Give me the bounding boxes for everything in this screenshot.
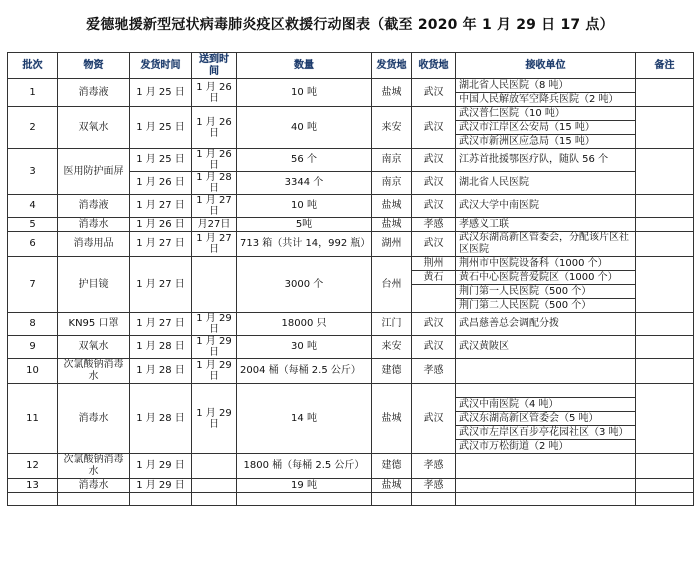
cell-qty: 3344 个 (237, 172, 372, 195)
cell-arrive (192, 479, 237, 493)
cell-from: 盐城 (372, 79, 412, 107)
cell-ship: 1 月 28 日 (130, 336, 192, 359)
cell-ship: 1 月 29 日 (130, 479, 192, 493)
cell-recipient: 荆门第一人民医院（500 个） (456, 285, 636, 299)
cell-to: 武汉 (412, 313, 456, 336)
cell-ship: 1 月 25 日 (130, 79, 192, 107)
cell-to: 武汉 (412, 195, 456, 218)
cell-ship: 1 月 26 日 (130, 218, 192, 232)
cell-to: 武汉 (412, 107, 456, 149)
cell-arrive: 1 月 28 日 (192, 172, 237, 195)
cell-batch: 12 (8, 454, 58, 479)
cell-recipient: 荆州市中医院设备科（1000 个） (456, 257, 636, 271)
cell-arrive: 1 月 29 日 (192, 359, 237, 384)
cell-to: 武汉 (412, 79, 456, 107)
cell-ship: 1 月 27 日 (130, 313, 192, 336)
cell-to: 荆州 (412, 257, 456, 271)
cell-ship: 1 月 28 日 (130, 384, 192, 454)
cell-batch: 5 (8, 218, 58, 232)
header-item: 物资 (58, 53, 130, 79)
cell-from: 来安 (372, 107, 412, 149)
cell-empty (412, 493, 456, 506)
cell-from: 盐城 (372, 195, 412, 218)
cell-recipient: 荆门第二人民医院（500 个） (456, 299, 636, 313)
table-row (8, 257, 694, 271)
table-row (8, 107, 694, 121)
cell-recipient: 武汉市新洲区应急局（15 吨） (456, 135, 636, 149)
cell-empty (8, 493, 58, 506)
cell-recipient: 武汉东湖高新区管委会，分配该片区社区医院 (456, 232, 636, 257)
cell-qty: 2004 桶（每桶 2.5 公斤） (237, 359, 372, 384)
cell-from: 盐城 (372, 479, 412, 493)
cell-arrive: 1 月 29 日 (192, 384, 237, 454)
cell-qty: 40 吨 (237, 107, 372, 149)
cell-batch: 7 (8, 257, 58, 313)
cell-item: 消毒水 (58, 384, 130, 454)
cell-empty (372, 493, 412, 506)
cell-from: 建德 (372, 454, 412, 479)
header-batch: 批次 (8, 53, 58, 79)
cell-batch: 8 (8, 313, 58, 336)
cell-remark (636, 107, 694, 149)
cell-from: 江门 (372, 313, 412, 336)
cell-qty: 30 吨 (237, 336, 372, 359)
cell-recipient: 中国人民解放军空降兵医院（2 吨） (456, 93, 636, 107)
cell-remark (636, 218, 694, 232)
cell-batch: 6 (8, 232, 58, 257)
cell-arrive (192, 454, 237, 479)
cell-batch: 3 (8, 149, 58, 195)
cell-recipient: 武汉市左岸区百步亭花园社区（3 吨） (456, 426, 636, 440)
table-row (8, 384, 694, 398)
cell-batch: 10 (8, 359, 58, 384)
cell-qty: 3000 个 (237, 257, 372, 313)
cell-from: 来安 (372, 336, 412, 359)
cell-empty (636, 493, 694, 506)
cell-ship: 1 月 25 日 (130, 149, 192, 172)
table-row (8, 79, 694, 93)
header-quantity: 数量 (237, 53, 372, 79)
cell-item: 消毒液 (58, 79, 130, 107)
cell-recipient: 武汉黄陂区 (456, 336, 636, 359)
cell-ship: 1 月 25 日 (130, 107, 192, 149)
cell-remark (636, 384, 694, 454)
cell-item: 次氯酸钠消毒水 (58, 359, 130, 384)
cell-to: 孝感 (412, 454, 456, 479)
cell-item: KN95 口罩 (58, 313, 130, 336)
cell-arrive: 1 月 26 日 (192, 79, 237, 107)
cell-qty: 10 吨 (237, 195, 372, 218)
header-row (8, 53, 694, 79)
cell-recipient (456, 479, 636, 493)
cell-arrive: 1 月 29 日 (192, 313, 237, 336)
cell-empty (456, 493, 636, 506)
cell-from: 盐城 (372, 218, 412, 232)
cell-batch: 9 (8, 336, 58, 359)
header-remark: 备注 (636, 53, 694, 79)
cell-batch: 11 (8, 384, 58, 454)
cell-recipient (456, 384, 636, 398)
cell-ship: 1 月 26 日 (130, 172, 192, 195)
cell-from: 盐城 (372, 384, 412, 454)
cell-ship: 1 月 28 日 (130, 359, 192, 384)
cell-ship: 1 月 27 日 (130, 257, 192, 313)
header-ship-time: 发货时间 (130, 53, 192, 79)
cell-batch: 13 (8, 479, 58, 493)
cell-arrive: 1 月 26 日 (192, 149, 237, 172)
cell-arrive: 月27日 (192, 218, 237, 232)
cell-recipient: 武汉中南医院（4 吨） (456, 398, 636, 412)
table-row-empty (8, 493, 694, 506)
cell-from: 南京 (372, 172, 412, 195)
cell-to: 孝感 (412, 218, 456, 232)
cell-empty (58, 493, 130, 506)
cell-remark (636, 79, 694, 107)
cell-recipient: 黄石中心医院普爱院区（1000 个） (456, 271, 636, 285)
cell-arrive: 1 月 27 日 (192, 232, 237, 257)
relief-table (7, 52, 694, 506)
cell-arrive: 1 月 27 日 (192, 195, 237, 218)
cell-recipient: 孝感义工联 (456, 218, 636, 232)
cell-to: 武汉 (412, 384, 456, 454)
table-row (8, 218, 694, 232)
cell-item: 双氧水 (58, 336, 130, 359)
cell-remark (636, 336, 694, 359)
cell-to: 武汉 (412, 172, 456, 195)
cell-to: 武汉 (412, 149, 456, 172)
cell-empty (192, 493, 237, 506)
cell-remark (636, 257, 694, 313)
cell-recipient: 武汉普仁医院（10 吨） (456, 107, 636, 121)
cell-arrive (192, 257, 237, 313)
header-origin: 发货地 (372, 53, 412, 79)
cell-arrive: 1 月 26 日 (192, 107, 237, 149)
cell-item: 消毒用品 (58, 232, 130, 257)
cell-empty (130, 493, 192, 506)
cell-qty: 56 个 (237, 149, 372, 172)
cell-recipient: 湖北省人民医院 (456, 172, 636, 195)
page-title: 爱德驰援新型冠状病毒肺炎疫区救援行动图表（截至 2020 年 1 月 29 日 17 点） (86, 17, 614, 33)
cell-qty: 5吨 (237, 218, 372, 232)
cell-ship: 1 月 29 日 (130, 454, 192, 479)
cell-recipient: 湖北省人民医院（8 吨） (456, 79, 636, 93)
cell-remark (636, 232, 694, 257)
cell-from: 台州 (372, 257, 412, 313)
cell-recipient: 武昌慈善总会调配分拨 (456, 313, 636, 336)
cell-qty: 1800 桶（每桶 2.5 公斤） (237, 454, 372, 479)
cell-batch: 4 (8, 195, 58, 218)
cell-recipient: 武汉东湖高新区管委会（5 吨） (456, 412, 636, 426)
header-arrive-time: 送到时间 (192, 53, 237, 79)
cell-recipient: 江苏首批援鄂医疗队，随队 56 个 (456, 149, 636, 172)
cell-recipient: 武汉大学中南医院 (456, 195, 636, 218)
cell-from: 南京 (372, 149, 412, 172)
cell-remark (636, 359, 694, 384)
cell-remark (636, 454, 694, 479)
cell-ship: 1 月 27 日 (130, 195, 192, 218)
cell-recipient (456, 359, 636, 384)
cell-item: 消毒液 (58, 195, 130, 218)
cell-to: 黄石 (412, 271, 456, 285)
cell-qty: 713 箱（共计 14，992 瓶） (237, 232, 372, 257)
cell-qty: 19 吨 (237, 479, 372, 493)
cell-qty: 10 吨 (237, 79, 372, 107)
cell-batch: 1 (8, 79, 58, 107)
cell-batch: 2 (8, 107, 58, 149)
cell-to: 孝感 (412, 479, 456, 493)
cell-item: 次氯酸钠消毒水 (58, 454, 130, 479)
cell-item: 护目镜 (58, 257, 130, 313)
table-row (8, 479, 694, 493)
cell-recipient: 武汉市万松街道（2 吨） (456, 440, 636, 454)
cell-item: 双氧水 (58, 107, 130, 149)
cell-arrive: 1 月 29 日 (192, 336, 237, 359)
cell-item: 消毒水 (58, 479, 130, 493)
cell-ship: 1 月 27 日 (130, 232, 192, 257)
cell-recipient: 武汉市江岸区公安局（15 吨） (456, 121, 636, 135)
cell-empty (237, 493, 372, 506)
cell-recipient (456, 454, 636, 479)
cell-item: 消毒水 (58, 218, 130, 232)
cell-qty: 14 吨 (237, 384, 372, 454)
cell-remark (636, 195, 694, 218)
cell-remark (636, 149, 694, 195)
cell-qty: 18000 只 (237, 313, 372, 336)
header-recipient: 接收单位 (456, 53, 636, 79)
cell-remark (636, 313, 694, 336)
cell-remark (636, 479, 694, 493)
header-destination: 收货地 (412, 53, 456, 79)
cell-to (412, 285, 456, 313)
cell-to: 武汉 (412, 232, 456, 257)
cell-to: 武汉 (412, 336, 456, 359)
cell-to: 孝感 (412, 359, 456, 384)
cell-from: 建德 (372, 359, 412, 384)
cell-item: 医用防护面屏 (58, 149, 130, 195)
cell-from: 湖州 (372, 232, 412, 257)
